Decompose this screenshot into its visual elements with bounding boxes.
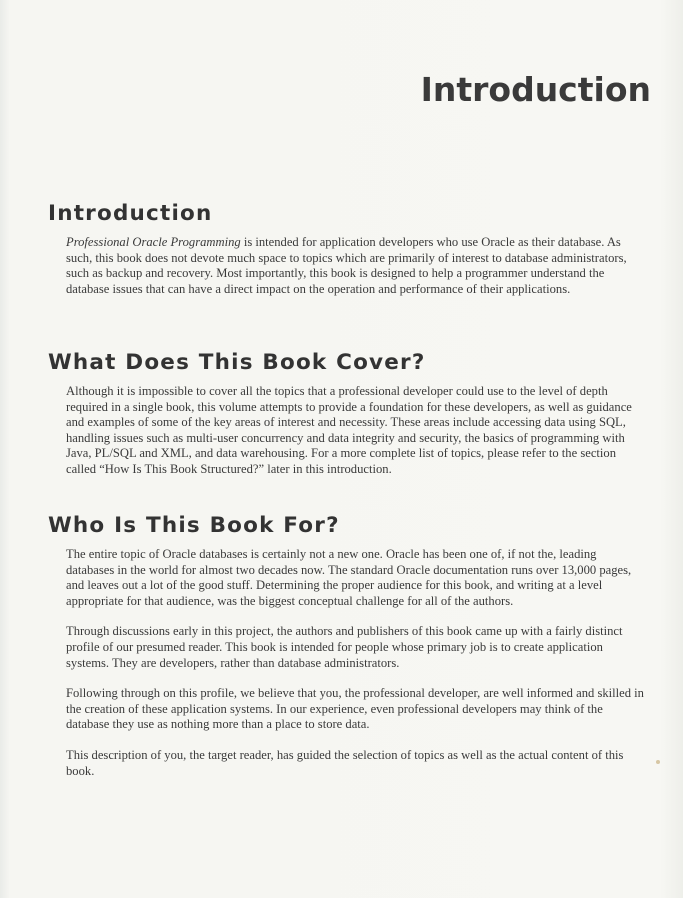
paragraph: This description of you, the target reader, has guided the selection of topics as well as the actual content of this book.	[66, 747, 624, 778]
paragraph: Although it is impossible to cover all the topics that a professional developer could use to the level of depth required in a single book, this volume attempts to provide a foundation for these developers, as well as guidance and examples of some of the key areas of interest and necessity. These areas include accessing data using SQL, handling issues such as multi-user concurrency and data integrity and security, the basics of programming with Java, PL/SQL and XML, and data warehousing. For a more complete list of topics, please refer to the section called “How Is This Book Structured?” later in this introduction.	[66, 384, 632, 476]
paragraph: The entire topic of Oracle databases is certainly not a new one. Oracle has been one of, if not the, leading databases in the world for almost two decades now. The standard Oracle documentation runs over 13,000 pages, and leaves out a lot of the good stuff. Determining the proper audience for this book, and writing at a level appropriate for that audience, was the biggest conceptual challenge for all of the authors.	[66, 547, 632, 608]
section-who-is-this-book-for	[48, 513, 648, 794]
section-what-does-this-book-cover	[48, 350, 648, 493]
paragraph-text: is intended for application developers who use Oracle as their database. As such, this book does not devote much space to topics which are primarily of interest to database administrators, such as backup and recovery. Most importantly, this book is designed to help a programmer understand the database issues that can have a direct impact on the operation and performance of their applications.	[66, 235, 627, 296]
book-title-italic: Professional Oracle Programming	[66, 235, 241, 249]
chapter-title: Introduction	[420, 70, 651, 109]
section-body	[66, 547, 646, 779]
section-body	[66, 384, 646, 478]
paragraph: Following through on this profile, we believe that you, the professional developer, are well informed and skilled in the creation of these application systems. In our experience, even professional developers may think of the database they use as nothing more than a place to store data.	[66, 686, 644, 732]
section-heading: Who Is This Book For?	[48, 513, 340, 538]
section-heading: Introduction	[48, 201, 213, 226]
paragraph: Through discussions early in this project, the authors and publishers of this book came up with a fairly distinct profile of our presumed reader. This book is intended for people whose primary job is to create application systems. They are developers, rather than database administrators.	[66, 624, 623, 670]
section-introduction	[48, 201, 648, 312]
section-body	[66, 235, 646, 297]
paragraph	[66, 235, 646, 297]
section-heading: What Does This Book Cover?	[48, 350, 426, 375]
paper-speck	[656, 760, 660, 764]
